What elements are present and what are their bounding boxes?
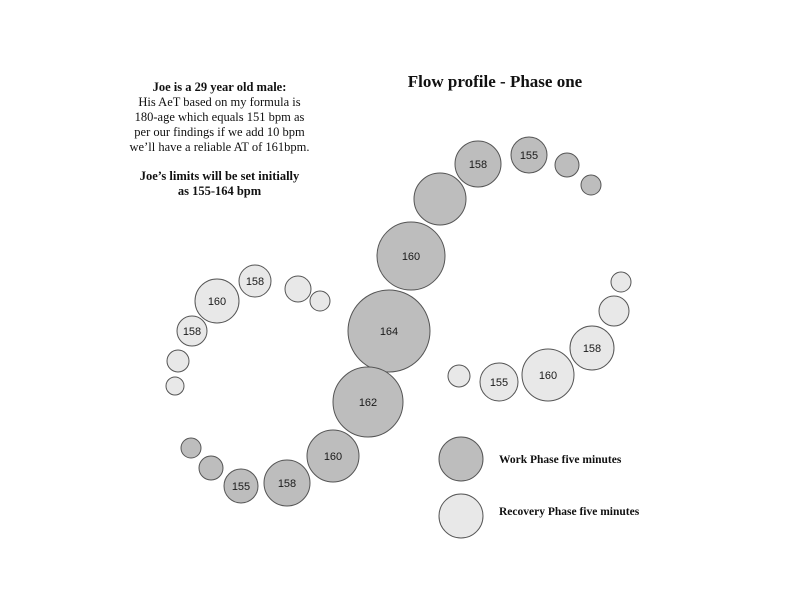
recovery-phase-bubble <box>611 272 631 292</box>
recovery-phase-bubble <box>448 365 470 387</box>
intro-body-line: 180-age which equals 151 bpm as <box>134 110 305 124</box>
bubble-bpm-label: 158 <box>182 326 202 338</box>
limits-line: as 155-164 bpm <box>177 184 262 198</box>
bubble-bpm-label: 160 <box>207 296 227 308</box>
bubble-bpm-label: 158 <box>468 159 488 171</box>
recovery-phase-bubble <box>599 296 629 326</box>
bubble-bpm-label: 160 <box>401 251 421 263</box>
intro-body-line: we’ll have a reliable AT of 161bpm. <box>129 140 310 154</box>
bubble-bpm-label: 162 <box>358 397 378 409</box>
bubble-bpm-label: 158 <box>582 343 602 355</box>
limits-line: Joe’s limits will be set initially <box>139 169 300 183</box>
intro-text-block <box>112 80 327 199</box>
recovery-phase-bubble <box>167 350 189 372</box>
bubble-bpm-label: 158 <box>277 478 297 490</box>
bubble-bpm-label: 160 <box>323 451 343 463</box>
bubble-bpm-label: 155 <box>489 377 509 389</box>
intro-heading: Joe is a 29 year old male: <box>152 80 287 94</box>
legend-work-swatch <box>439 437 483 481</box>
legend-recovery-label: Recovery Phase five minutes <box>499 506 640 518</box>
bubble-bpm-label: 155 <box>519 150 539 162</box>
legend-recovery-swatch <box>439 494 483 538</box>
recovery-phase-bubble <box>166 377 184 395</box>
intro-body-line: per our findings if we add 10 bpm <box>134 125 305 139</box>
work-phase-bubble <box>199 456 223 480</box>
legend-work-label: Work Phase five minutes <box>499 454 622 466</box>
recovery-phase-bubble <box>310 291 330 311</box>
work-phase-bubble <box>414 173 466 225</box>
recovery-phase-bubble <box>285 276 311 302</box>
page-title: Flow profile - Phase one <box>407 72 583 91</box>
bubble-bpm-label: 164 <box>379 326 399 338</box>
intro-body-line: His AeT based on my formula is <box>138 95 301 109</box>
work-phase-bubble <box>581 175 601 195</box>
work-phase-bubble <box>555 153 579 177</box>
bubble-bpm-label: 160 <box>538 370 558 382</box>
bubble-bpm-label: 158 <box>245 276 265 288</box>
work-phase-bubble <box>181 438 201 458</box>
bubble-bpm-label: 155 <box>231 481 251 493</box>
